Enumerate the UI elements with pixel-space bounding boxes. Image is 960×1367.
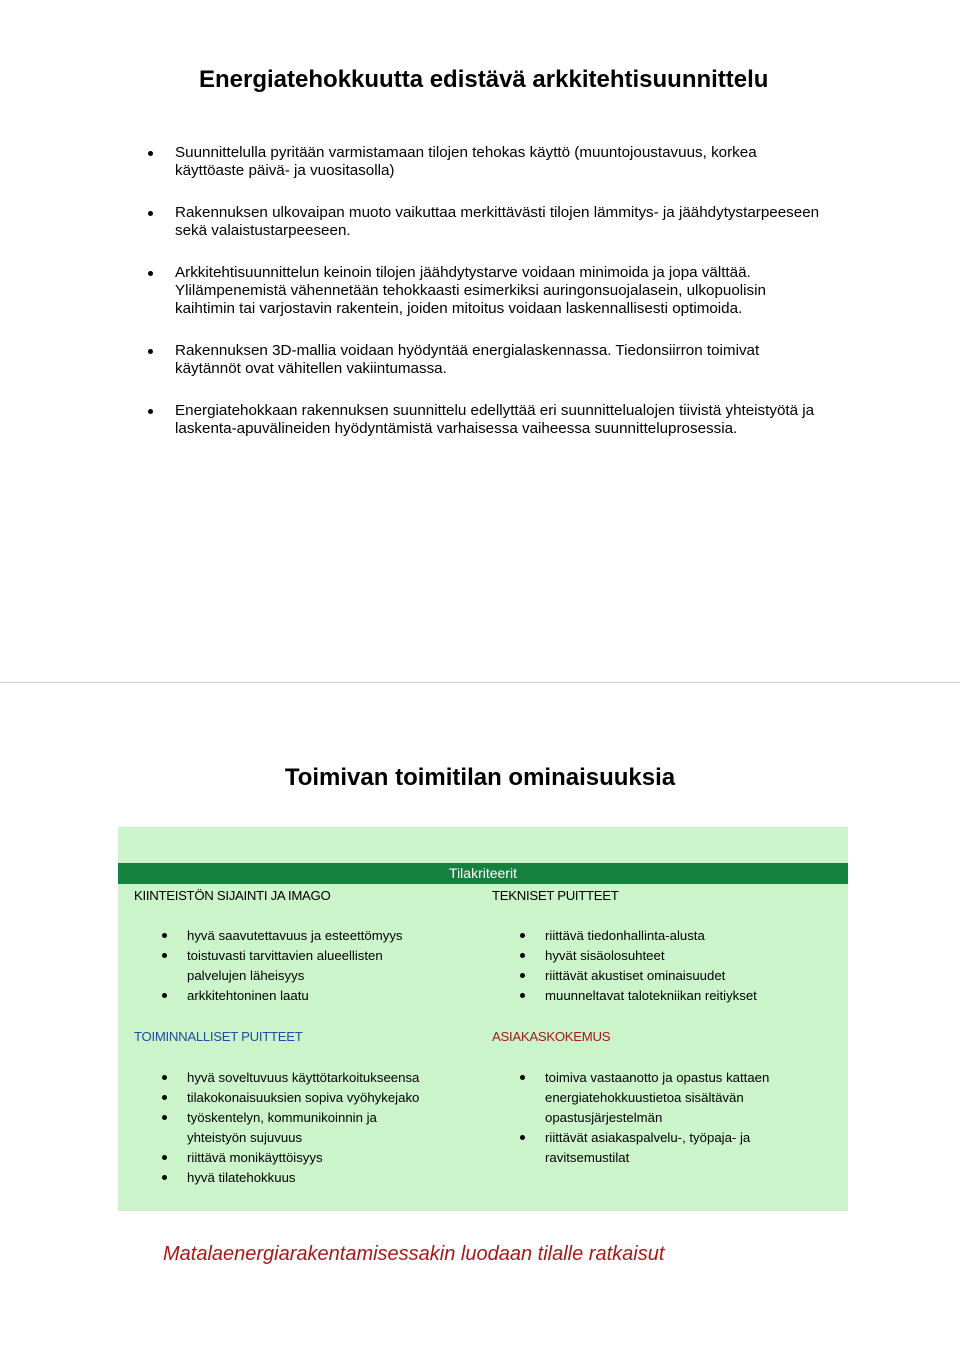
criteria-bar: Tilakriteerit [118,863,848,884]
technical-list [492,926,822,1006]
list-item: riittävä tiedonhallinta-alusta [492,926,795,946]
list-item: riittävät asiakaspalvelu-, työpaja- ja ravitsemustilat [492,1128,795,1168]
location-list [134,926,464,1006]
technical-heading: TEKNISET PUITTEET [492,888,619,903]
bullet-dot-icon [520,1135,525,1140]
bullet-item: Arkkitehtisuunnittelun keinoin tilojen jäähdytystarve voidaan minimoida ja jopa välttää. Ylilämpenemistä vähennetään tehokkaasti esimerkiksi auringonsuojalasein, ulkopuolisin kaihtimin tai varjostavin rakentein, joiden mitoitus voidaan laskennallisesti optimoida. [148,264,828,318]
criteria-box [118,827,848,1211]
list-item: hyvä saavutettavuus ja esteettömyys [134,926,437,946]
technical-section [492,886,822,1006]
list-item: hyvät sisäolosuhteet [492,946,795,966]
functional-heading: TOIMINNALLISET PUITTEET [134,1029,303,1044]
location-heading: KIINTEISTÖN SIJAINTI JA IMAGO [134,888,331,903]
bullet-dot-icon [520,973,525,978]
bullet-dot-icon [148,349,153,354]
slide-2 [0,683,960,1367]
customer-section [492,1027,822,1168]
bullet-dot-icon [162,1175,167,1180]
bullet-dot-icon [520,953,525,958]
bullet-dot-icon [520,1075,525,1080]
functional-list [134,1068,464,1188]
bullet-dot-icon [520,993,525,998]
bullet-dot-icon [162,933,167,938]
functional-section [134,1027,464,1188]
bullet-dot-icon [162,953,167,958]
customer-list [492,1068,822,1168]
customer-heading: ASIAKASKOKEMUS [492,1029,611,1044]
bullet-item: Rakennuksen ulkovaipan muoto vaikuttaa merkittävästi tilojen lämmitys- ja jäähdytystarpeeseen sekä valaistustarpeeseen. [148,204,828,240]
location-section [134,886,464,1006]
bullet-dot-icon [162,1095,167,1100]
bullet-dot-icon [148,271,153,276]
list-item: tilakokonaisuuksien sopiva vyöhykejako [134,1088,437,1108]
list-item: hyvä soveltuvuus käyttötarkoitukseensa [134,1068,437,1088]
bullet-dot-icon [148,151,153,156]
tagline: Matalaenergiarakentamisessakin luodaan tilalle ratkaisut [163,1243,665,1265]
bullet-dot-icon [162,1155,167,1160]
list-item: hyvä tilatehokkuus [134,1168,437,1188]
bullet-list [148,144,828,462]
list-item: toistuvasti tarvittavien alueellisten palvelujen läheisyys [134,946,437,986]
list-item: riittävät akustiset ominaisuudet [492,966,795,986]
list-item: riittävä monikäyttöisyys [134,1148,437,1168]
bullet-dot-icon [162,1115,167,1120]
slide-1 [0,0,960,683]
bullet-item: Rakennuksen 3D-mallia voidaan hyödyntää energialaskennassa. Tiedonsiirron toimivat käytännöt ovat vähitellen vakiintumassa. [148,342,828,378]
bullet-dot-icon [148,211,153,216]
list-item: työskentelyn, kommunikoinnin ja yhteistyön sujuvuus [134,1108,437,1148]
bullet-dot-icon [162,1075,167,1080]
slide-2-title: Toimivan toimitilan ominaisuuksia [284,764,676,791]
list-item: muunneltavat talotekniikan reitiykset [492,986,795,1006]
bullet-dot-icon [148,409,153,414]
slide-1-title: Energiatehokkuutta edistävä arkkitehtisuunnittelu [199,66,769,93]
list-item: toimiva vastaanotto ja opastus kattaen energiatehokkuustietoa sisältävän opastusjärjestelmän [492,1068,795,1128]
list-item: arkkitehtoninen laatu [134,986,437,1006]
bullet-item: Suunnittelulla pyritään varmistamaan tilojen tehokas käyttö (muuntojoustavuus, korkea käyttöaste päivä- ja vuositasolla) [148,144,828,180]
bullet-dot-icon [520,933,525,938]
bullet-dot-icon [162,993,167,998]
bullet-item: Energiatehokkaan rakennuksen suunnittelu edellyttää eri suunnittelualojen tiivistä yhteistyötä ja laskenta-apuvälineiden hyödyntämistä varhaisessa vaiheessa suunnitteluprosessia. [148,402,828,438]
